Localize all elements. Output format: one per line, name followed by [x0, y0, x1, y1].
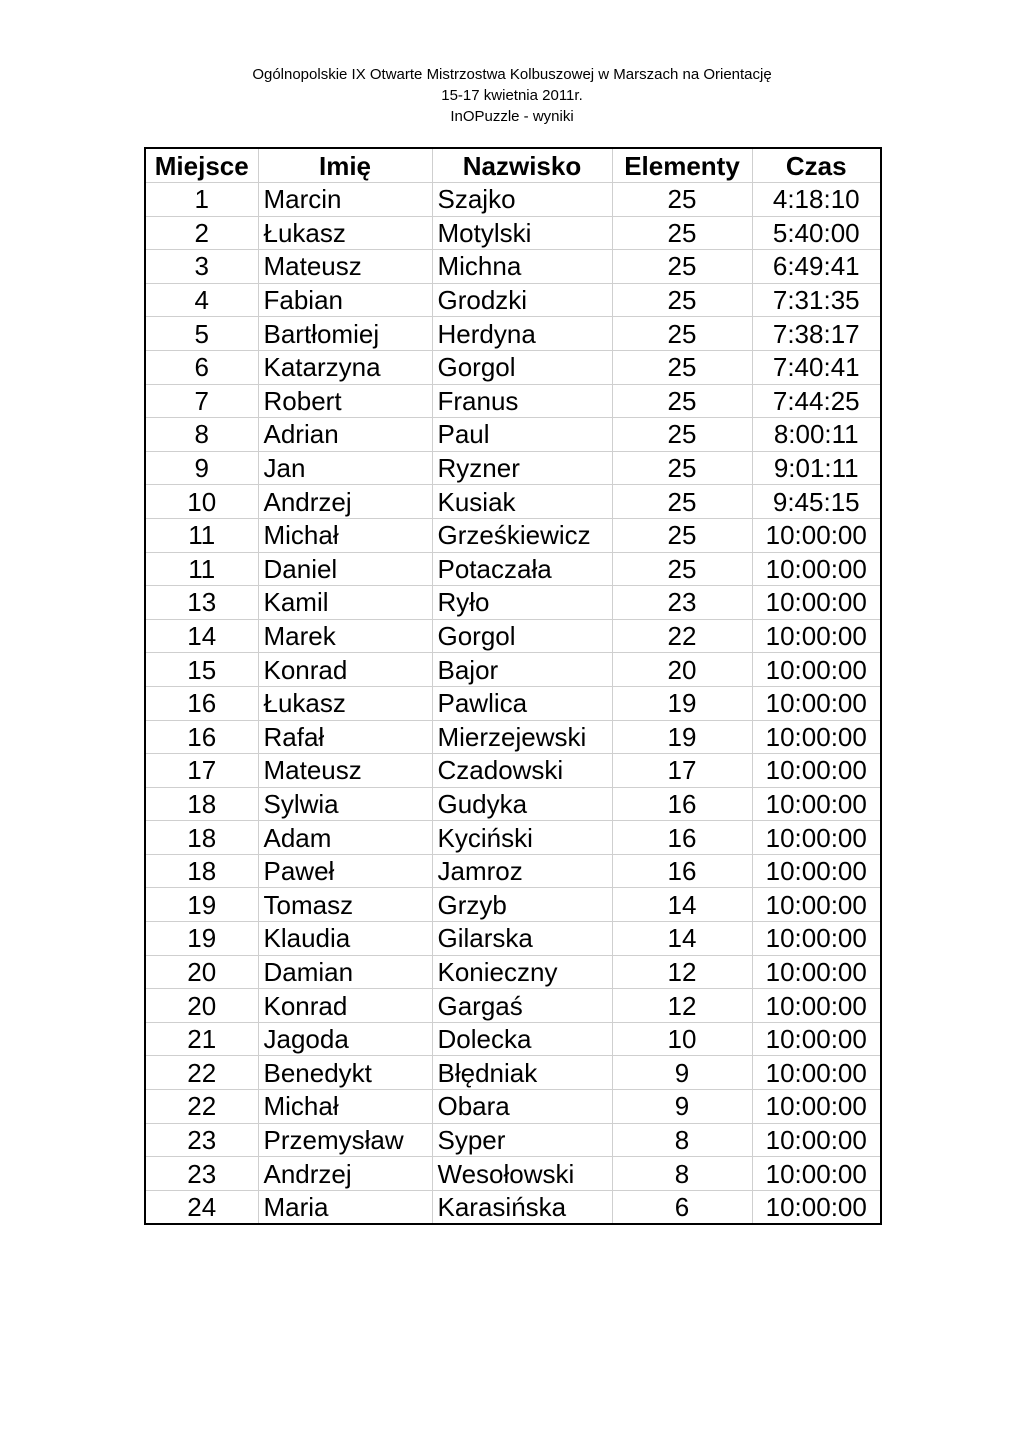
table-row	[145, 1123, 881, 1157]
time-cell: 10:00:00	[765, 1192, 867, 1223]
place-cell: 8	[145, 418, 258, 452]
first-name-cell: Konrad	[258, 653, 432, 687]
table-row	[145, 485, 881, 519]
last-name-cell: Gorgol	[432, 619, 612, 653]
last-name-cell: Jamroz	[432, 854, 612, 888]
last-name-cell: Konieczny	[432, 955, 612, 989]
elements-cell: 25	[612, 485, 752, 519]
first-name-cell: Mateusz	[258, 754, 432, 788]
time-cell: 6:49:41	[752, 250, 881, 284]
first-name-cell: Robert	[258, 384, 432, 418]
place-cell: 18	[145, 821, 258, 855]
last-name-cell: Pawlica	[432, 686, 612, 720]
elements-cell: 9	[612, 1090, 752, 1124]
elements-cell: 17	[612, 754, 752, 788]
column-header-nazwisko: Nazwisko	[432, 148, 612, 183]
column-header-imie: Imię	[258, 148, 432, 183]
elements-cell: 25	[612, 350, 752, 384]
time-cell: 10:00:00	[752, 989, 881, 1023]
place-cell: 17	[145, 754, 258, 788]
table-row	[145, 653, 881, 687]
time-cell: 4:18:10	[752, 183, 881, 217]
table-row	[145, 586, 881, 620]
last-name-cell: Syper	[432, 1123, 612, 1157]
first-name-cell: Michał	[258, 1090, 432, 1124]
results-table	[144, 147, 882, 1225]
first-name-cell: Jan	[258, 451, 432, 485]
place-cell: 22	[145, 1090, 258, 1124]
last-name-cell: Michna	[432, 250, 612, 284]
last-name-cell: Bajor	[432, 653, 612, 687]
last-name-cell: Herdyna	[432, 317, 612, 351]
first-name-cell: Rafał	[258, 720, 432, 754]
first-name-cell: Maria	[258, 1190, 432, 1224]
time-cell: 10:00:00	[752, 686, 881, 720]
time-cell: 7:31:35	[752, 283, 881, 317]
time-cell: 10:00:00	[752, 955, 881, 989]
last-name-cell: Wesołowski	[432, 1157, 612, 1191]
column-header-czas: Czas	[752, 148, 881, 183]
elements-cell: 20	[612, 653, 752, 687]
elements-cell: 25	[612, 451, 752, 485]
last-name-cell: Gudyka	[432, 787, 612, 821]
first-name-cell: Mateusz	[258, 250, 432, 284]
time-cell: 10:00:00	[752, 854, 881, 888]
competition-title: Ogólnopolskie IX Otwarte Mistrzostwa Kolbuszowej w Marszach na Orientację	[252, 66, 772, 83]
time-cell: 8:00:11	[752, 418, 881, 452]
last-name-cell: Gargaś	[432, 989, 612, 1023]
first-name-cell: Fabian	[258, 283, 432, 317]
table-row	[145, 1157, 881, 1191]
place-cell: 21	[145, 1022, 258, 1056]
first-name-cell: Łukasz	[258, 216, 432, 250]
table-row	[145, 216, 881, 250]
table-row	[145, 1022, 881, 1056]
table-row	[145, 955, 881, 989]
elements-cell: 16	[612, 854, 752, 888]
first-name-cell: Łukasz	[258, 686, 432, 720]
time-cell: 7:38:17	[752, 317, 881, 351]
results-table-body	[145, 183, 881, 1225]
time-cell: 10:00:00	[752, 552, 881, 586]
elements-cell: 19	[612, 686, 752, 720]
last-name-cell: Potaczała	[432, 552, 612, 586]
time-cell: 5:40:00	[752, 216, 881, 250]
table-row	[145, 384, 881, 418]
table-header-row	[145, 148, 881, 183]
last-name-cell: Kyciński	[432, 821, 612, 855]
place-cell: 23	[145, 1157, 258, 1191]
time-cell: 10:00:00	[752, 518, 881, 552]
place-cell: 18	[145, 854, 258, 888]
time-cell: 10:00:00	[752, 720, 881, 754]
last-name-cell: Motylski	[432, 216, 612, 250]
table-row	[145, 1090, 881, 1124]
elements-cell: 16	[612, 787, 752, 821]
first-name-cell: Klaudia	[258, 922, 432, 956]
table-row	[145, 989, 881, 1023]
elements-cell: 16	[612, 821, 752, 855]
last-name-cell: Grodzki	[432, 283, 612, 317]
first-name-cell: Benedykt	[258, 1056, 432, 1090]
elements-cell: 8	[612, 1123, 752, 1157]
table-row	[145, 787, 881, 821]
elements-cell: 12	[612, 989, 752, 1023]
competition-dates: 15-17 kwietnia 2011r.	[441, 87, 583, 104]
first-name-cell: Marcin	[258, 183, 432, 217]
elements-cell: 10	[612, 1022, 752, 1056]
elements-cell: 14	[612, 888, 752, 922]
place-cell: 4	[145, 283, 258, 317]
last-name-cell: Błędniak	[432, 1056, 612, 1090]
table-row	[145, 1056, 881, 1090]
time-cell: 10:00:00	[752, 1123, 881, 1157]
elements-cell: 19	[612, 720, 752, 754]
elements-cell: 25	[612, 418, 752, 452]
elements-cell: 25	[612, 552, 752, 586]
time-cell: 10:00:00	[752, 922, 881, 956]
last-name-cell: Mierzejewski	[432, 720, 612, 754]
table-row	[145, 317, 881, 351]
last-name-cell: Ryło	[432, 586, 612, 620]
time-cell: 7:40:41	[752, 350, 881, 384]
first-name-cell: Andrzej	[258, 485, 432, 519]
first-name-cell: Sylwia	[258, 787, 432, 821]
place-cell: 24	[145, 1190, 258, 1224]
elements-cell: 25	[612, 283, 752, 317]
document-header	[0, 64, 1024, 127]
time-cell: 10:00:00	[752, 653, 881, 687]
table-row	[145, 250, 881, 284]
time-cell: 10:00:00	[752, 787, 881, 821]
place-cell: 18	[145, 787, 258, 821]
last-name-cell: Czadowski	[432, 754, 612, 788]
first-name-cell: Przemysław	[258, 1123, 432, 1157]
place-cell: 16	[145, 686, 258, 720]
last-name-cell: Franus	[432, 384, 612, 418]
table-row	[145, 283, 881, 317]
table-row	[145, 418, 881, 452]
last-name-cell: Karasińska	[432, 1190, 612, 1224]
last-name-cell: Grzyb	[432, 888, 612, 922]
first-name-cell: Konrad	[258, 989, 432, 1023]
last-name-cell: Grześkiewicz	[432, 518, 612, 552]
table-row	[145, 821, 881, 855]
elements-cell: 25	[612, 250, 752, 284]
first-name-cell: Paweł	[258, 854, 432, 888]
place-cell: 11	[145, 518, 258, 552]
elements-cell: 22	[612, 619, 752, 653]
place-cell: 23	[145, 1123, 258, 1157]
first-name-cell: Katarzyna	[258, 350, 432, 384]
first-name-cell: Damian	[258, 955, 432, 989]
elements-cell: 9	[612, 1056, 752, 1090]
place-cell: 7	[145, 384, 258, 418]
time-cell: 10:00:00	[752, 619, 881, 653]
place-cell: 14	[145, 619, 258, 653]
elements-cell: 23	[612, 586, 752, 620]
time-cell: 10:00:00	[752, 821, 881, 855]
table-row	[145, 1190, 881, 1224]
time-cell: 10:00:00	[752, 1056, 881, 1090]
place-cell: 15	[145, 653, 258, 687]
place-cell: 20	[145, 989, 258, 1023]
last-name-cell: Kusiak	[432, 485, 612, 519]
place-cell: 9	[145, 451, 258, 485]
elements-cell: 25	[612, 518, 752, 552]
elements-cell: 8	[612, 1157, 752, 1191]
table-row	[145, 720, 881, 754]
first-name-cell: Adam	[258, 821, 432, 855]
place-cell: 19	[145, 922, 258, 956]
elements-cell: 25	[612, 183, 752, 217]
time-cell: 10:00:00	[752, 1157, 881, 1191]
elements-cell: 14	[612, 922, 752, 956]
place-cell: 6	[145, 350, 258, 384]
last-name-cell: Gilarska	[432, 922, 612, 956]
table-row	[145, 518, 881, 552]
time-cell: 10:00:00	[752, 888, 881, 922]
place-cell: 1	[145, 183, 258, 217]
elements-cell: 25	[612, 216, 752, 250]
column-header-elementy: Elementy	[612, 148, 752, 183]
table-row	[145, 350, 881, 384]
last-name-cell: Obara	[432, 1090, 612, 1124]
elements-cell: 12	[612, 955, 752, 989]
place-cell: 16	[145, 720, 258, 754]
first-name-cell: Jagoda	[258, 1022, 432, 1056]
column-header-miejsce: Miejsce	[145, 148, 258, 183]
results-subtitle: InOPuzzle - wyniki	[450, 108, 574, 125]
table-row	[145, 451, 881, 485]
first-name-cell: Bartłomiej	[258, 317, 432, 351]
time-cell: 10:00:00	[752, 586, 881, 620]
table-row	[145, 686, 881, 720]
first-name-cell: Kamil	[258, 586, 432, 620]
table-row	[145, 754, 881, 788]
last-name-cell: Ryzner	[432, 451, 612, 485]
time-cell: 7:44:25	[752, 384, 881, 418]
table-row	[145, 619, 881, 653]
last-name-cell: Paul	[432, 418, 612, 452]
time-cell: 10:00:00	[752, 1090, 881, 1124]
table-row	[145, 552, 881, 586]
first-name-cell: Tomasz	[258, 888, 432, 922]
first-name-cell: Adrian	[258, 418, 432, 452]
first-name-cell: Michał	[258, 518, 432, 552]
table-row	[145, 888, 881, 922]
place-cell: 20	[145, 955, 258, 989]
place-cell: 2	[145, 216, 258, 250]
time-cell: 10:00:00	[752, 1022, 881, 1056]
place-cell: 13	[145, 586, 258, 620]
elements-cell: 25	[612, 317, 752, 351]
first-name-cell: Marek	[258, 619, 432, 653]
place-cell: 10	[145, 485, 258, 519]
place-cell: 22	[145, 1056, 258, 1090]
elements-cell: 6	[612, 1190, 752, 1224]
place-cell: 11	[145, 552, 258, 586]
time-cell: 9:45:15	[752, 485, 881, 519]
time-cell: 9:01:11	[752, 451, 881, 485]
last-name-cell: Gorgol	[432, 350, 612, 384]
first-name-cell: Andrzej	[258, 1157, 432, 1191]
place-cell: 5	[145, 317, 258, 351]
table-row	[145, 183, 881, 217]
table-row	[145, 922, 881, 956]
time-cell: 10:00:00	[752, 754, 881, 788]
first-name-cell: Daniel	[258, 552, 432, 586]
last-name-cell: Dolecka	[432, 1022, 612, 1056]
place-cell: 3	[145, 250, 258, 284]
table-row	[145, 854, 881, 888]
place-cell: 19	[145, 888, 258, 922]
last-name-cell: Szajko	[432, 183, 612, 217]
elements-cell: 25	[612, 384, 752, 418]
